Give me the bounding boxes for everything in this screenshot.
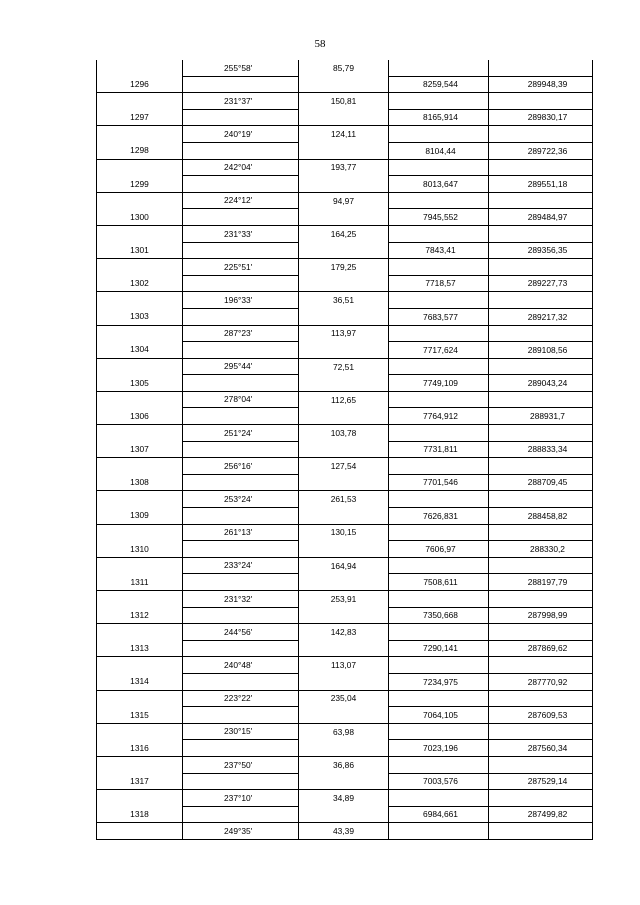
empty-cell (389, 159, 489, 176)
empty-cell (389, 790, 489, 807)
empty-cell (489, 60, 593, 76)
empty-cell (97, 624, 183, 641)
point-row (97, 474, 593, 491)
point-row (97, 707, 593, 724)
y-coordinate-cell: 289227,73 (489, 275, 593, 292)
empty-cell (489, 93, 593, 110)
direction-angle-cell: 255°58' (183, 60, 299, 76)
x-coordinate-cell: 8013,647 (389, 176, 489, 193)
x-coordinate-cell: 7764,912 (389, 408, 489, 425)
y-coordinate-cell: 288931,7 (489, 408, 593, 425)
direction-angle-cell: 256°16' (183, 458, 299, 475)
empty-cell (299, 574, 389, 591)
empty-cell (299, 209, 389, 226)
segment-row (97, 93, 593, 110)
segment-row (97, 159, 593, 176)
empty-cell (97, 159, 183, 176)
empty-cell (183, 209, 299, 226)
point-row (97, 607, 593, 624)
y-coordinate-cell: 287998,99 (489, 607, 593, 624)
segment-row (97, 60, 593, 76)
point-id-cell: 1308 (97, 474, 183, 491)
x-coordinate-cell: 8165,914 (389, 109, 489, 126)
empty-cell (97, 60, 183, 76)
empty-cell (183, 574, 299, 591)
empty-cell (489, 723, 593, 740)
segment-row (97, 391, 593, 408)
segment-length-cell: 85,79 (299, 60, 389, 76)
empty-cell (97, 524, 183, 541)
segment-row (97, 591, 593, 608)
empty-cell (389, 391, 489, 408)
coordinates-table-body (97, 60, 593, 839)
empty-cell (299, 740, 389, 757)
direction-angle-cell: 196°33' (183, 292, 299, 309)
empty-cell (183, 773, 299, 790)
point-id-cell: 1314 (97, 673, 183, 690)
point-id-cell: 1316 (97, 740, 183, 757)
empty-cell (489, 557, 593, 574)
direction-angle-cell: 242°04' (183, 159, 299, 176)
empty-cell (183, 707, 299, 724)
empty-cell (299, 76, 389, 93)
empty-cell (97, 591, 183, 608)
y-coordinate-cell: 287560,34 (489, 740, 593, 757)
segment-length-cell: 193,77 (299, 159, 389, 176)
x-coordinate-cell: 7683,577 (389, 308, 489, 325)
direction-angle-cell: 261°13' (183, 524, 299, 541)
x-coordinate-cell: 7064,105 (389, 707, 489, 724)
empty-cell (489, 425, 593, 442)
point-row (97, 740, 593, 757)
empty-cell (97, 790, 183, 807)
empty-cell (183, 508, 299, 525)
point-id-cell: 1307 (97, 441, 183, 458)
empty-cell (389, 591, 489, 608)
direction-angle-cell: 295°44' (183, 358, 299, 375)
point-row (97, 375, 593, 392)
y-coordinate-cell: 289551,18 (489, 176, 593, 193)
point-id-cell: 1313 (97, 640, 183, 657)
segment-length-cell: 261,53 (299, 491, 389, 508)
x-coordinate-cell: 7290,141 (389, 640, 489, 657)
empty-cell (489, 657, 593, 674)
empty-cell (299, 773, 389, 790)
empty-cell (183, 308, 299, 325)
segment-row (97, 657, 593, 674)
y-coordinate-cell: 287499,82 (489, 806, 593, 823)
empty-cell (183, 541, 299, 558)
segment-row (97, 458, 593, 475)
empty-cell (389, 225, 489, 242)
point-row (97, 109, 593, 126)
direction-angle-cell: 233°24' (183, 557, 299, 574)
point-id-cell: 1317 (97, 773, 183, 790)
segment-length-cell: 63,98 (299, 723, 389, 740)
empty-cell (183, 275, 299, 292)
empty-cell (389, 756, 489, 773)
y-coordinate-cell: 288709,45 (489, 474, 593, 491)
y-coordinate-cell: 288833,34 (489, 441, 593, 458)
x-coordinate-cell: 7701,546 (389, 474, 489, 491)
direction-angle-cell: 237°50' (183, 756, 299, 773)
empty-cell (299, 541, 389, 558)
empty-cell (489, 790, 593, 807)
x-coordinate-cell: 8259,544 (389, 76, 489, 93)
empty-cell (299, 408, 389, 425)
segment-length-cell: 113,97 (299, 325, 389, 342)
segment-row (97, 192, 593, 209)
point-id-cell: 1311 (97, 574, 183, 591)
empty-cell (389, 624, 489, 641)
empty-cell (299, 607, 389, 624)
point-id-cell: 1300 (97, 209, 183, 226)
segment-row (97, 325, 593, 342)
empty-cell (389, 425, 489, 442)
empty-cell (489, 491, 593, 508)
direction-angle-cell: 240°48' (183, 657, 299, 674)
empty-cell (489, 391, 593, 408)
empty-cell (299, 275, 389, 292)
direction-angle-cell: 251°24' (183, 425, 299, 442)
empty-cell (97, 823, 183, 840)
direction-angle-cell: 237°10' (183, 790, 299, 807)
empty-cell (389, 491, 489, 508)
segment-row (97, 557, 593, 574)
empty-cell (389, 325, 489, 342)
point-id-cell: 1303 (97, 308, 183, 325)
x-coordinate-cell: 7003,576 (389, 773, 489, 790)
segment-length-cell: 94,97 (299, 192, 389, 209)
y-coordinate-cell: 289722,36 (489, 142, 593, 159)
point-row (97, 441, 593, 458)
direction-angle-cell: 253°24' (183, 491, 299, 508)
empty-cell (299, 474, 389, 491)
segment-row (97, 624, 593, 641)
empty-cell (299, 640, 389, 657)
empty-cell (389, 60, 489, 76)
coordinates-table (96, 60, 593, 840)
direction-angle-cell: 223°22' (183, 690, 299, 707)
segment-length-cell: 124,11 (299, 126, 389, 143)
segment-length-cell: 36,51 (299, 292, 389, 309)
segment-row (97, 723, 593, 740)
y-coordinate-cell: 289108,56 (489, 342, 593, 359)
segment-length-cell: 130,15 (299, 524, 389, 541)
segment-row (97, 690, 593, 707)
y-coordinate-cell: 287529,14 (489, 773, 593, 790)
segment-row (97, 358, 593, 375)
empty-cell (489, 192, 593, 209)
point-row (97, 773, 593, 790)
x-coordinate-cell: 7749,109 (389, 375, 489, 392)
y-coordinate-cell: 289356,35 (489, 242, 593, 259)
empty-cell (183, 408, 299, 425)
empty-cell (389, 557, 489, 574)
segment-length-cell: 113,07 (299, 657, 389, 674)
empty-cell (97, 690, 183, 707)
empty-cell (183, 242, 299, 259)
direction-angle-cell: 231°32' (183, 591, 299, 608)
point-row (97, 508, 593, 525)
empty-cell (389, 93, 489, 110)
segment-length-cell: 112,65 (299, 391, 389, 408)
empty-cell (299, 806, 389, 823)
empty-cell (489, 292, 593, 309)
x-coordinate-cell: 7731,811 (389, 441, 489, 458)
empty-cell (183, 673, 299, 690)
empty-cell (97, 292, 183, 309)
point-row (97, 342, 593, 359)
segment-length-cell: 127,54 (299, 458, 389, 475)
point-row (97, 76, 593, 93)
empty-cell (97, 491, 183, 508)
direction-angle-cell: 225°51' (183, 259, 299, 276)
y-coordinate-cell: 289043,24 (489, 375, 593, 392)
empty-cell (183, 640, 299, 657)
empty-cell (97, 425, 183, 442)
x-coordinate-cell: 8104,44 (389, 142, 489, 159)
x-coordinate-cell: 7626,831 (389, 508, 489, 525)
point-id-cell: 1310 (97, 541, 183, 558)
point-row (97, 176, 593, 193)
y-coordinate-cell: 289217,32 (489, 308, 593, 325)
empty-cell (389, 259, 489, 276)
empty-cell (183, 375, 299, 392)
segment-length-cell: 235,04 (299, 690, 389, 707)
empty-cell (97, 458, 183, 475)
y-coordinate-cell: 287770,92 (489, 673, 593, 690)
y-coordinate-cell: 287609,53 (489, 707, 593, 724)
segment-length-cell: 43,39 (299, 823, 389, 840)
point-row (97, 673, 593, 690)
point-id-cell: 1305 (97, 375, 183, 392)
empty-cell (489, 259, 593, 276)
segment-length-cell: 36,86 (299, 756, 389, 773)
empty-cell (299, 142, 389, 159)
empty-cell (389, 524, 489, 541)
empty-cell (97, 192, 183, 209)
empty-cell (299, 308, 389, 325)
empty-cell (97, 557, 183, 574)
empty-cell (299, 109, 389, 126)
point-id-cell: 1296 (97, 76, 183, 93)
x-coordinate-cell: 7718,57 (389, 275, 489, 292)
empty-cell (489, 358, 593, 375)
y-coordinate-cell: 289948,39 (489, 76, 593, 93)
empty-cell (183, 109, 299, 126)
direction-angle-cell: 287°23' (183, 325, 299, 342)
x-coordinate-cell: 7945,552 (389, 209, 489, 226)
point-id-cell: 1318 (97, 806, 183, 823)
x-coordinate-cell: 7843,41 (389, 242, 489, 259)
direction-angle-cell: 224°12' (183, 192, 299, 209)
empty-cell (97, 325, 183, 342)
empty-cell (489, 458, 593, 475)
x-coordinate-cell: 7234,975 (389, 673, 489, 690)
segment-row (97, 292, 593, 309)
point-row (97, 308, 593, 325)
x-coordinate-cell: 7508,611 (389, 574, 489, 591)
empty-cell (183, 76, 299, 93)
segment-length-cell: 72,51 (299, 358, 389, 375)
segment-row (97, 425, 593, 442)
point-id-cell: 1304 (97, 342, 183, 359)
direction-angle-cell: 240°19' (183, 126, 299, 143)
point-row (97, 806, 593, 823)
y-coordinate-cell: 289484,97 (489, 209, 593, 226)
point-row (97, 242, 593, 259)
empty-cell (489, 591, 593, 608)
y-coordinate-cell: 288197,79 (489, 574, 593, 591)
empty-cell (97, 93, 183, 110)
point-id-cell: 1299 (97, 176, 183, 193)
segment-length-cell: 179,25 (299, 259, 389, 276)
direction-angle-cell: 231°33' (183, 225, 299, 242)
point-id-cell: 1302 (97, 275, 183, 292)
point-row (97, 209, 593, 226)
direction-angle-cell: 244°56' (183, 624, 299, 641)
point-id-cell: 1312 (97, 607, 183, 624)
y-coordinate-cell: 289830,17 (489, 109, 593, 126)
point-id-cell: 1306 (97, 408, 183, 425)
empty-cell (299, 342, 389, 359)
point-row (97, 142, 593, 159)
empty-cell (389, 192, 489, 209)
empty-cell (183, 806, 299, 823)
segment-row (97, 756, 593, 773)
x-coordinate-cell: 7606,97 (389, 541, 489, 558)
empty-cell (489, 756, 593, 773)
empty-cell (489, 823, 593, 840)
empty-cell (489, 126, 593, 143)
empty-cell (389, 358, 489, 375)
empty-cell (389, 690, 489, 707)
empty-cell (97, 259, 183, 276)
empty-cell (97, 225, 183, 242)
y-coordinate-cell: 288330,2 (489, 541, 593, 558)
empty-cell (183, 740, 299, 757)
empty-cell (389, 657, 489, 674)
segment-row (97, 823, 593, 840)
empty-cell (97, 723, 183, 740)
segment-row (97, 126, 593, 143)
segment-row (97, 790, 593, 807)
empty-cell (97, 126, 183, 143)
segment-row (97, 225, 593, 242)
point-id-cell: 1298 (97, 142, 183, 159)
empty-cell (489, 225, 593, 242)
empty-cell (389, 292, 489, 309)
direction-angle-cell: 230°15' (183, 723, 299, 740)
page-number: 58 (314, 38, 326, 50)
empty-cell (299, 242, 389, 259)
direction-angle-cell: 278°04' (183, 391, 299, 408)
direction-angle-cell: 231°37' (183, 93, 299, 110)
empty-cell (97, 657, 183, 674)
y-coordinate-cell: 287869,62 (489, 640, 593, 657)
empty-cell (183, 441, 299, 458)
empty-cell (183, 607, 299, 624)
direction-angle-cell: 249°35' (183, 823, 299, 840)
segment-length-cell: 150,81 (299, 93, 389, 110)
empty-cell (97, 358, 183, 375)
segment-row (97, 259, 593, 276)
empty-cell (299, 707, 389, 724)
point-id-cell: 1315 (97, 707, 183, 724)
y-coordinate-cell: 288458,82 (489, 508, 593, 525)
point-row (97, 541, 593, 558)
empty-cell (183, 142, 299, 159)
empty-cell (489, 159, 593, 176)
empty-cell (299, 673, 389, 690)
x-coordinate-cell: 7350,668 (389, 607, 489, 624)
empty-cell (489, 524, 593, 541)
segment-row (97, 524, 593, 541)
point-row (97, 574, 593, 591)
point-row (97, 275, 593, 292)
point-row (97, 640, 593, 657)
segment-row (97, 491, 593, 508)
empty-cell (299, 441, 389, 458)
empty-cell (489, 325, 593, 342)
point-id-cell: 1309 (97, 508, 183, 525)
empty-cell (97, 391, 183, 408)
empty-cell (389, 458, 489, 475)
x-coordinate-cell: 7717,624 (389, 342, 489, 359)
empty-cell (489, 624, 593, 641)
point-id-cell: 1297 (97, 109, 183, 126)
segment-length-cell: 253,91 (299, 591, 389, 608)
empty-cell (97, 756, 183, 773)
x-coordinate-cell: 7023,196 (389, 740, 489, 757)
empty-cell (183, 176, 299, 193)
segment-length-cell: 164,94 (299, 557, 389, 574)
empty-cell (183, 474, 299, 491)
x-coordinate-cell: 6984,661 (389, 806, 489, 823)
segment-length-cell: 103,78 (299, 425, 389, 442)
segment-length-cell: 34,89 (299, 790, 389, 807)
empty-cell (389, 823, 489, 840)
empty-cell (299, 508, 389, 525)
empty-cell (489, 690, 593, 707)
empty-cell (299, 176, 389, 193)
point-row (97, 408, 593, 425)
segment-length-cell: 164,25 (299, 225, 389, 242)
empty-cell (389, 723, 489, 740)
empty-cell (389, 126, 489, 143)
empty-cell (299, 375, 389, 392)
segment-length-cell: 142,83 (299, 624, 389, 641)
empty-cell (183, 342, 299, 359)
point-id-cell: 1301 (97, 242, 183, 259)
